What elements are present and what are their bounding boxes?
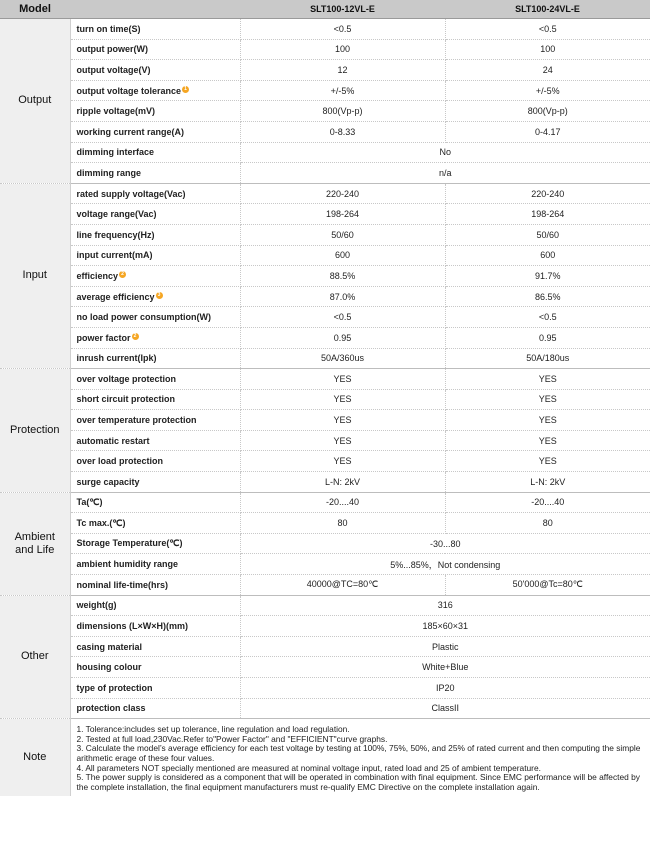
spec-row-working-current-range-a (0, 121, 650, 142)
value-cell-1: 220-240 (240, 183, 445, 204)
value-cell-2: YES (445, 451, 650, 472)
spec-row-ta (0, 492, 650, 513)
param-name: no load power consumption(W) (76, 312, 211, 323)
value-cell-merged: 5%...85%，Not condensing (240, 554, 650, 575)
param-name: weight(g) (76, 600, 117, 611)
param-name: output power(W) (76, 44, 148, 55)
value-cell-merged: n/a (240, 163, 650, 184)
value-cell-1: <0.5 (240, 19, 445, 40)
param-name: dimming range (76, 167, 142, 178)
value-cell-2: 600 (445, 245, 650, 266)
param-cell (70, 389, 240, 410)
spec-row-over-voltage-protection (0, 369, 650, 390)
param-name: inrush current(Ipk) (76, 353, 157, 364)
param-cell (70, 80, 240, 101)
value-cell-merged: Plastic (240, 636, 650, 657)
param-name: turn on time(S) (76, 23, 141, 34)
param-cell (70, 19, 240, 40)
value-cell-1: YES (240, 451, 445, 472)
spec-row-tc-max (0, 513, 650, 534)
note-line: 4. All parameters NOT specially mentioned are measured at nominal voltage input, rated load and 25 of ambient temperature. (76, 762, 541, 773)
param-cell (70, 101, 240, 122)
header-row (0, 0, 650, 19)
param-name: surge capacity (76, 476, 140, 487)
note-text (70, 719, 650, 797)
value-cell-1: 40000@TC=80℃ (240, 575, 445, 596)
param-cell (70, 183, 240, 204)
value-cell-1: 800(Vp-p) (240, 101, 445, 122)
value-cell-merged: IP20 (240, 678, 650, 699)
value-cell-2: 50/60 (445, 224, 650, 245)
value-cell-2: 50'000@Tc=80℃ (445, 575, 650, 596)
spec-row-automatic-restart (0, 430, 650, 451)
value-cell-1: 87.0% (240, 286, 445, 307)
spec-row-input-current-ma (0, 245, 650, 266)
param-name: short circuit protection (76, 394, 176, 405)
value-cell-2: <0.5 (445, 307, 650, 328)
param-cell (70, 266, 240, 287)
spec-row-dimming-range (0, 163, 650, 184)
value-cell-merged: No (240, 142, 650, 163)
value-cell-merged: White+Blue (240, 657, 650, 678)
value-cell-1: L-N: 2kV (240, 472, 445, 493)
value-cell-1: 50A/360us (240, 348, 445, 369)
value-cell-2: 86.5% (445, 286, 650, 307)
value-cell-2: 50A/180us (445, 348, 650, 369)
spec-row-weight-g (0, 595, 650, 616)
section-ambient-and-life: Ambient and Life (0, 492, 70, 595)
value-cell-1: -20....40 (240, 492, 445, 513)
param-cell (70, 245, 240, 266)
value-cell-1: 80 (240, 513, 445, 534)
param-name: nominal life-time(hrs) (76, 579, 169, 590)
note-ref-badge: 2 (119, 271, 126, 278)
blank-header (70, 0, 240, 19)
param-cell (70, 616, 240, 637)
param-cell (70, 430, 240, 451)
value-cell-1: YES (240, 369, 445, 390)
param-cell (70, 492, 240, 513)
spec-row-dimming-interface (0, 142, 650, 163)
model-col2-header: SLT100-24VL-E (445, 0, 650, 19)
param-name: ripple voltage(mV) (76, 106, 156, 117)
spec-row-ripple-voltage-mv (0, 101, 650, 122)
value-cell-merged: 316 (240, 595, 650, 616)
spec-row-efficiency (0, 266, 650, 287)
param-cell (70, 451, 240, 472)
value-cell-1: 100 (240, 39, 445, 60)
value-cell-1: YES (240, 410, 445, 431)
value-cell-2: L-N: 2kV (445, 472, 650, 493)
value-cell-1: 12 (240, 60, 445, 81)
param-cell (70, 678, 240, 699)
spec-row-over-load-protection (0, 451, 650, 472)
section-protection: Protection (0, 369, 70, 493)
spec-row-dimensions-l-w-h-mm (0, 616, 650, 637)
value-cell-2: 24 (445, 60, 650, 81)
value-cell-2: 220-240 (445, 183, 650, 204)
param-cell (70, 369, 240, 390)
value-cell-1: YES (240, 389, 445, 410)
param-cell (70, 224, 240, 245)
param-name: output voltage(V) (76, 64, 151, 75)
spec-row-turn-on-time-s (0, 19, 650, 40)
value-cell-1: YES (240, 430, 445, 451)
param-name: voltage range(Vac) (76, 209, 157, 220)
param-cell (70, 121, 240, 142)
spec-row-output-voltage-v (0, 60, 650, 81)
spec-row-power-factor (0, 327, 650, 348)
value-cell-merged: 185×60×31 (240, 616, 650, 637)
section-note: Note (0, 719, 70, 797)
param-name: housing colour (76, 662, 142, 673)
param-cell (70, 657, 240, 678)
note-ref-badge: 3 (156, 292, 163, 299)
spec-row-output-voltage-tolerance (0, 80, 650, 101)
param-name: automatic restart (76, 435, 150, 446)
param-name: average efficiency (76, 291, 155, 302)
value-cell-1: 600 (240, 245, 445, 266)
value-cell-2: YES (445, 389, 650, 410)
param-name: type of protection (76, 682, 153, 693)
param-name: output voltage tolerance (76, 85, 182, 96)
param-name: over temperature protection (76, 415, 197, 426)
param-cell (70, 142, 240, 163)
spec-row-line-frequency-hz (0, 224, 650, 245)
spec-row-ambient-humidity-range (0, 554, 650, 575)
param-cell (70, 327, 240, 348)
section-input: Input (0, 183, 70, 368)
note-line: 1. Tolerance:includes set up tolerance, line regulation and load regulation. (76, 724, 350, 735)
param-cell (70, 204, 240, 225)
param-cell (70, 513, 240, 534)
value-cell-2: 80 (445, 513, 650, 534)
spec-row-voltage-range-vac (0, 204, 650, 225)
param-name: line frequency(Hz) (76, 229, 155, 240)
spec-row-nominal-life-time-hrs (0, 575, 650, 596)
value-cell-2: 91.7% (445, 266, 650, 287)
note-line: 2. Tested at full load,230Vac.Refer to"Power Factor" and "EFFICIENT"curve graphs. (76, 733, 388, 744)
value-cell-1: 88.5% (240, 266, 445, 287)
param-name: input current(mA) (76, 250, 153, 261)
value-cell-2: 0.95 (445, 327, 650, 348)
value-cell-2: YES (445, 410, 650, 431)
value-cell-2: 198-264 (445, 204, 650, 225)
spec-row-casing-material (0, 636, 650, 657)
note-row (0, 719, 650, 797)
param-name: power factor (76, 332, 131, 343)
value-cell-merged: -30...80 (240, 533, 650, 554)
param-name: protection class (76, 703, 146, 714)
value-cell-merged: ClassII (240, 698, 650, 719)
param-name: dimensions (L×W×H)(mm) (76, 621, 189, 632)
value-cell-2: YES (445, 430, 650, 451)
spec-row-inrush-current-ipk (0, 348, 650, 369)
spec-row-surge-capacity (0, 472, 650, 493)
value-cell-2: 100 (445, 39, 650, 60)
value-cell-2: YES (445, 369, 650, 390)
param-name: working current range(A) (76, 126, 185, 137)
value-cell-2: +/-5% (445, 80, 650, 101)
param-cell (70, 472, 240, 493)
section-output: Output (0, 19, 70, 184)
param-name: dimming interface (76, 147, 155, 158)
note-ref-badge: 1 (182, 86, 189, 93)
value-cell-2: 0-4.17 (445, 121, 650, 142)
param-name: over load protection (76, 456, 164, 467)
param-cell (70, 348, 240, 369)
param-cell (70, 163, 240, 184)
param-cell (70, 554, 240, 575)
value-cell-1: <0.5 (240, 307, 445, 328)
param-name: Storage Temperature(℃) (76, 538, 183, 549)
param-name: rated supply voltage(Vac) (76, 188, 186, 199)
param-name: Tc max.(℃) (76, 517, 126, 528)
value-cell-2: <0.5 (445, 19, 650, 40)
model-col1-header: SLT100-12VL-E (240, 0, 445, 19)
spec-row-average-efficiency (0, 286, 650, 307)
param-cell (70, 410, 240, 431)
param-cell (70, 698, 240, 719)
param-name: Ta(℃) (76, 496, 103, 507)
spec-row-no-load-power-consumption-w (0, 307, 650, 328)
spec-row-over-temperature-protection (0, 410, 650, 431)
param-name: casing material (76, 641, 143, 652)
note-ref-badge: 2 (132, 333, 139, 340)
param-cell (70, 39, 240, 60)
spec-body (0, 19, 650, 797)
spec-row-rated-supply-voltage-vac (0, 183, 650, 204)
param-cell (70, 60, 240, 81)
param-name: efficiency (76, 270, 119, 281)
section-other: Other (0, 595, 70, 719)
param-cell (70, 575, 240, 596)
value-cell-2: 800(Vp-p) (445, 101, 650, 122)
spec-row-storage-temperature (0, 533, 650, 554)
param-cell (70, 636, 240, 657)
note-line: 3. Calculate the model’s average efficiency for each test voltage by testing at 100%, 75%, 50%, and 25% of rated current and then computing the simple arithmetic erage of these four values. (76, 743, 641, 763)
param-name: over voltage protection (76, 373, 177, 384)
param-cell (70, 307, 240, 328)
value-cell-1: 50/60 (240, 224, 445, 245)
param-name: ambient humidity range (76, 559, 179, 570)
spec-row-output-power-w (0, 39, 650, 60)
value-cell-1: 198-264 (240, 204, 445, 225)
value-cell-1: 0.95 (240, 327, 445, 348)
spec-row-protection-class (0, 698, 650, 719)
spec-row-short-circuit-protection (0, 389, 650, 410)
spec-row-housing-colour (0, 657, 650, 678)
param-cell (70, 595, 240, 616)
note-line: 5. The power supply is considered as a component that will be operated in combination with final equipment. Since EMC performance will be affected by the complete installation, the final equipment manufacturers must re-qualify EMC Directive on the complete installation again. (76, 772, 640, 792)
value-cell-2: -20....40 (445, 492, 650, 513)
param-cell (70, 286, 240, 307)
param-cell (70, 533, 240, 554)
model-header: Model (0, 0, 70, 19)
spec-row-type-of-protection (0, 678, 650, 699)
value-cell-1: +/-5% (240, 80, 445, 101)
value-cell-1: 0-8.33 (240, 121, 445, 142)
